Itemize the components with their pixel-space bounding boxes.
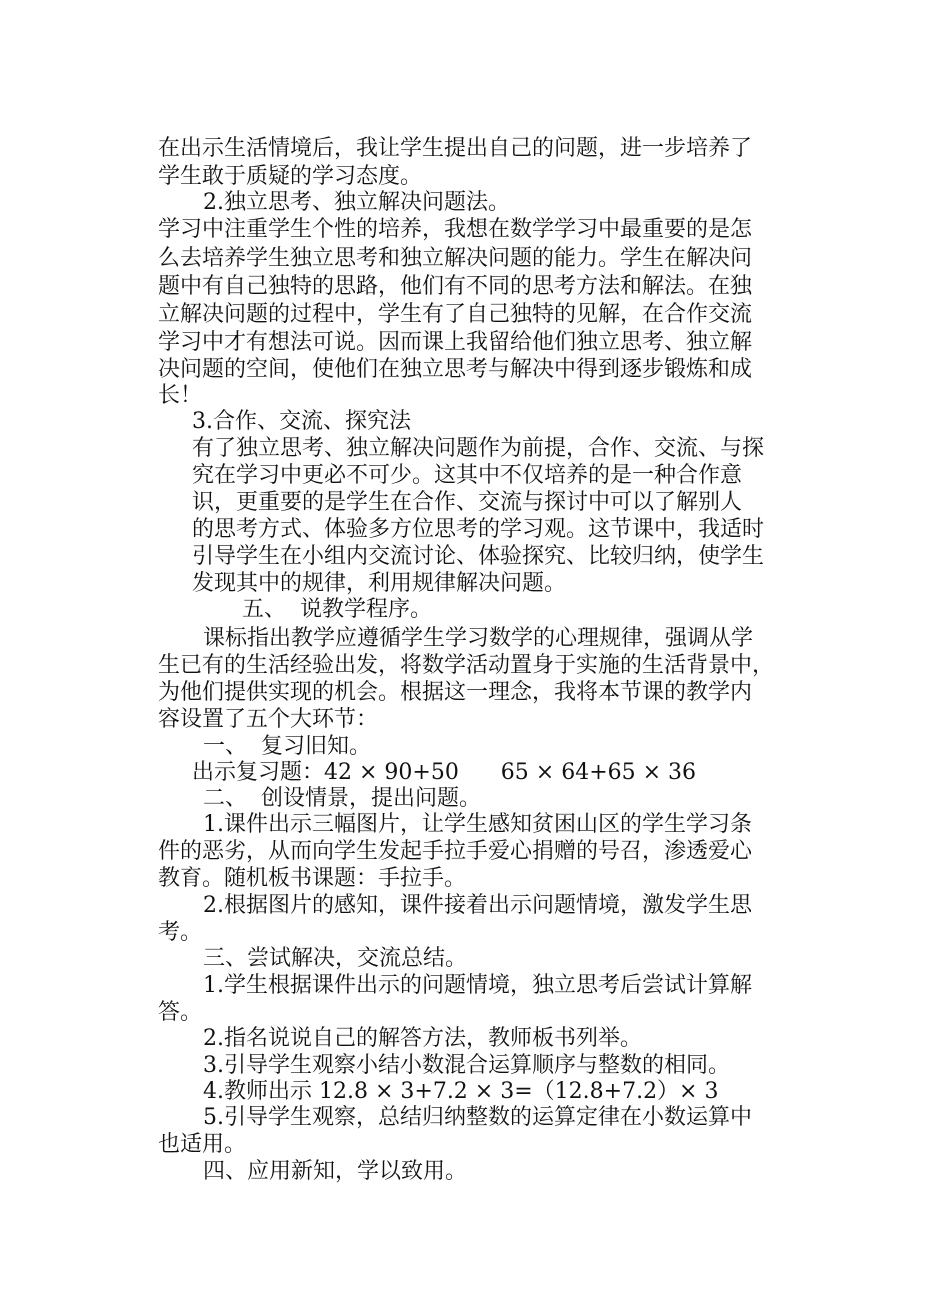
text-line: 识，更重要的是学生在合作、交流与探讨中可以了解别人 (192, 490, 743, 515)
text-line: 件的恶劣，从而向学生发起手拉手爱心捐赠的号召，渗透爱心 (158, 839, 753, 864)
section-heading: 二、 创设情景，提出问题。 (203, 786, 481, 811)
subheading: 2.独立思考、独立解决问题法。 (203, 190, 510, 215)
text-line: 发现其中的规律，利用规律解决问题。 (192, 571, 567, 596)
text-line: 长！ (158, 383, 203, 408)
section-heading: 三、尝试解决，交流总结。 (203, 946, 468, 971)
text-line: 生已有的生活经验出发，将数学活动置身于实施的生活背景中， (158, 653, 775, 678)
text-line: 学习中注重学生个性的培养，我想在数学学习中最重要的是怎 (158, 217, 753, 242)
text-line: 引导学生在小组内交流讨论、体验探究、比较归纳，使学生 (192, 544, 765, 569)
text-line: 4.教师出示 12.8 × 3+7.2 × 3=（12.8+7.2）× 3 (203, 1079, 719, 1104)
text-line: 1.课件出示三幅图片，让学生感知贫困山区的学生学习条 (203, 812, 752, 837)
text-line: 1.学生根据课件出示的问题情境，独立思考后尝试计算解 (203, 973, 752, 998)
text-line: 课标指出教学应遵循学生学习数学的心理规律，强调从学 (203, 626, 754, 651)
text-line: 答。 (158, 1000, 203, 1025)
text-line: 也适用。 (158, 1132, 247, 1157)
text-line: 为他们提供实现的机会。根据这一理念，我将本节课的教学内 (158, 680, 753, 705)
text-line: 2.指名说说自己的解答方法，教师板书列举。 (203, 1026, 642, 1051)
text-line: 考。 (158, 920, 203, 945)
text-line: 3.引导学生观察小结小数混合运算顺序与整数的相同。 (203, 1053, 730, 1078)
subheading: 3.合作、交流、探究法 (192, 409, 411, 434)
text-line: 5.引导学生观察，总结归纳整数的运算定律在小数运算中 (203, 1105, 752, 1130)
text-line: 学生敢于质疑的学习态度。 (158, 164, 423, 189)
text-line: 学习中才有想法可说。因而课上我留给他们独立思考、独立解 (158, 330, 753, 355)
text-line: 的思考方式、体验多方位思考的学习观。这节课中，我适时 (192, 517, 765, 542)
text-line: 究在学习中更必不可少。这其中不仅培养的是一种合作意 (192, 463, 743, 488)
text-line: 题中有自己独特的思路，他们有不同的思考方法和解法。在独 (158, 274, 753, 299)
section-heading: 五、 说教学程序。 (242, 597, 432, 622)
text-line: 容设置了五个大环节： (158, 707, 379, 732)
text-line: 出示复习题：42 × 90+50 65 × 64+65 × 36 (192, 760, 697, 785)
text-line: 有了独立思考、独立解决问题作为前提，合作、交流、与探 (192, 436, 765, 461)
text-line: 立解决问题的过程中，学生有了自己独特的见解，在合作交流 (158, 302, 753, 327)
text-line: 决问题的空间，使他们在独立思考与解决中得到逐步锻炼和成 (158, 357, 753, 382)
text-line: 2.根据图片的感知，课件接着出示问题情境，激发学生思 (203, 893, 752, 918)
text-line: 在出示生活情境后，我让学生提出自己的问题，进一步培养了 (158, 136, 753, 161)
text-line: 教育。随机板书课题：手拉手。 (158, 866, 467, 891)
section-heading: 一、 复习旧知。 (203, 734, 371, 759)
text-line: 么去培养学生独立思考和独立解决问题的能力。学生在解决问 (158, 246, 753, 271)
section-heading: 四、应用新知，学以致用。 (203, 1159, 468, 1184)
